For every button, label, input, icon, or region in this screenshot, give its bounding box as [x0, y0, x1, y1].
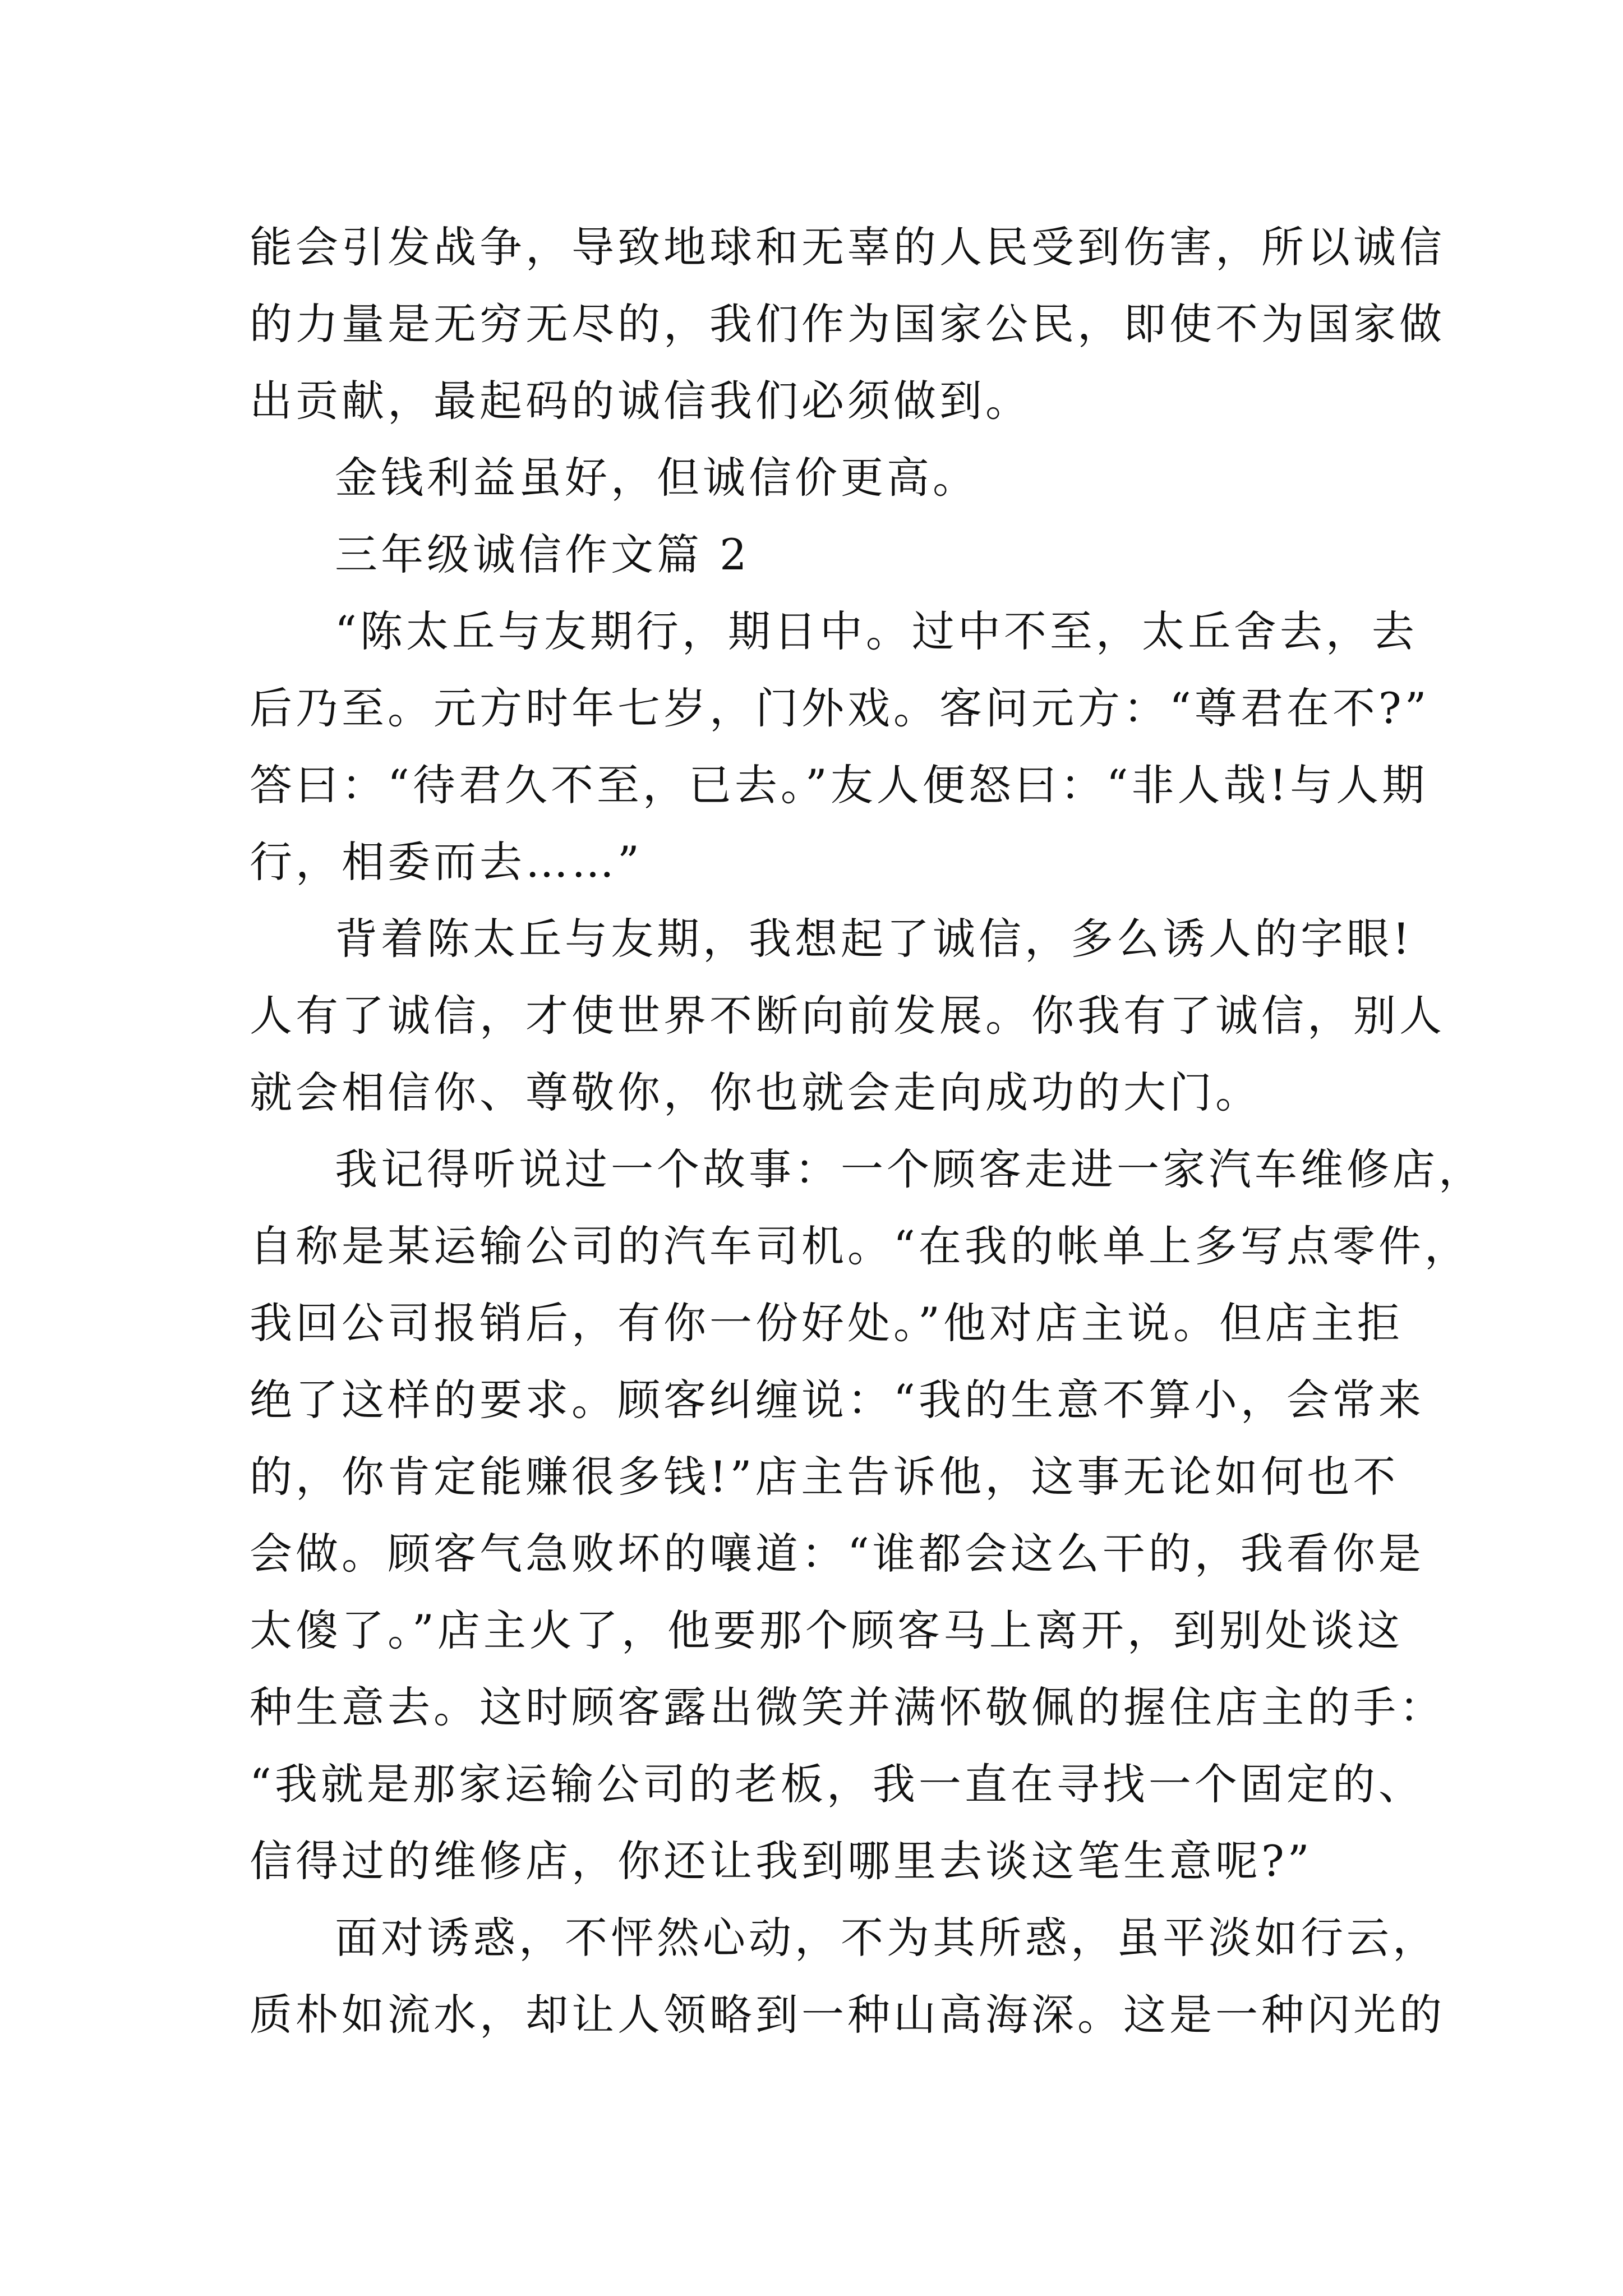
- text-line: 自称是某运输公司的汽车司机。“在我的帐单上多写点零件，: [250, 1221, 1470, 1271]
- text-line: 出贡献，最起码的诚信我们必须做到。: [250, 376, 1031, 426]
- text-line: “我就是那家运输公司的老板，我一直在寻找一个固定的、: [250, 1759, 1424, 1809]
- document-body: [250, 209, 1484, 2053]
- text-line: 质朴如流水，却让人领略到一种山高海深。这是一种闪光的: [250, 1990, 1445, 2040]
- text-line: 太傻了。”店主火了，他要那个顾客马上离开，到别处谈这: [250, 1605, 1403, 1655]
- text-line: 面对诱惑，不怦然心动，不为其所惑，虽平淡如行云，: [335, 1913, 1438, 1963]
- text-line: 金钱利益虽好，但诚信价更高。: [335, 453, 979, 503]
- text-line: 能会引发战争，导致地球和无辜的人民受到伤害，所以诚信: [250, 222, 1445, 272]
- text-line: “陈太丘与友期行，期日中。过中不至，太丘舍去，去: [335, 606, 1418, 656]
- text-line: 我回公司报销后，有你一份好处。”他对店主说。但店主拒: [250, 1298, 1403, 1348]
- text-line: 答曰：“待君久不至，已去。”友人便怒曰：“非人哉!与人期: [250, 760, 1428, 810]
- text-line: 的力量是无穷无尽的，我们作为国家公民，即使不为国家做: [250, 299, 1445, 349]
- text-line: 绝了这样的要求。顾客纠缠说：“我的生意不算小，会常来: [250, 1375, 1424, 1425]
- text-line: 背着陈太丘与友期，我想起了诚信，多么诱人的字眼!: [335, 914, 1413, 964]
- text-line: 我记得听说过一个故事：一个顾客走进一家汽车维修店，: [335, 1144, 1484, 1194]
- text-line: 种生意去。这时顾客露出微笑并满怀敬佩的握住店主的手：: [250, 1682, 1445, 1732]
- text-line: 行，相委而去……”: [250, 837, 643, 887]
- text-line: 就会相信你、尊敬你，你也就会走向成功的大门。: [250, 1068, 1261, 1117]
- text-line: 后乃至。元方时年七岁，门外戏。客问元方：“尊君在不?”: [250, 683, 1430, 733]
- text-line: 信得过的维修店，你还让我到哪里去谈这笔生意呢?”: [250, 1836, 1313, 1886]
- text-line: 人有了诚信，才使世界不断向前发展。你我有了诚信，别人: [250, 991, 1445, 1041]
- text-line: 的，你肯定能赚很多钱!”店主告诉他，这事无论如何也不: [250, 1452, 1399, 1502]
- section-heading: 三年级诚信作文篇 2: [335, 530, 750, 579]
- text-line: 会做。顾客气急败坏的嚷道：“谁都会这么干的，我看你是: [250, 1529, 1424, 1579]
